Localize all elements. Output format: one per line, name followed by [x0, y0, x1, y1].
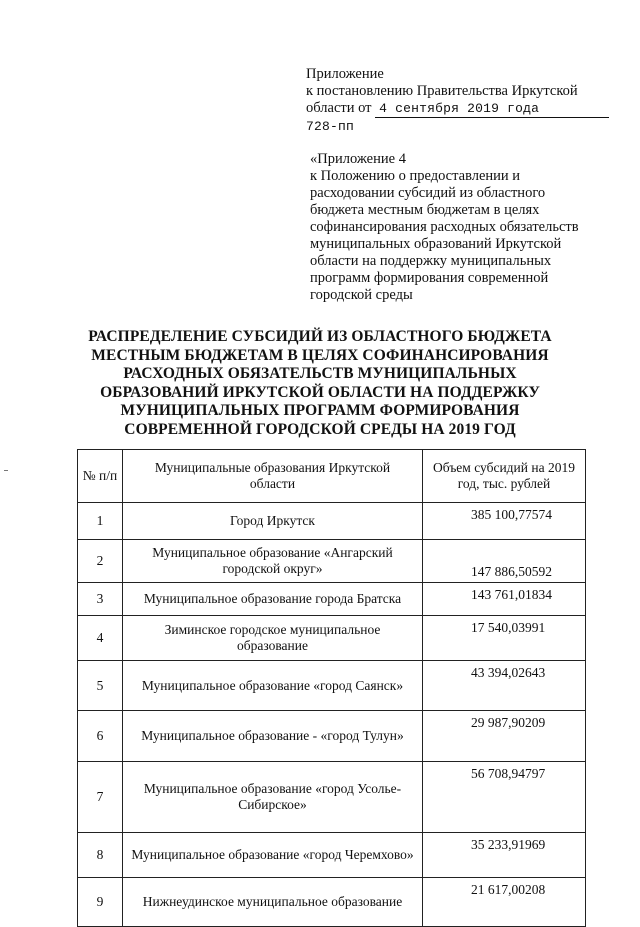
- decree-number: 728-пп: [306, 119, 355, 134]
- appendix-line-6: муниципальных образований Иркутской: [310, 236, 562, 252]
- row-amount: 35 233,91969: [423, 833, 586, 878]
- title-line-5: МУНИЦИПАЛЬНЫХ ПРОГРАММ ФОРМИРОВАНИЯ: [120, 402, 520, 419]
- table-row: [78, 878, 586, 927]
- row-amount: 17 540,03991: [423, 616, 586, 661]
- row-municipality: Муниципальное образование «город Черемхово»: [123, 833, 423, 878]
- row-num: 1: [78, 503, 123, 540]
- row-municipality: Муниципальное образование «Ангарский городской округ»: [123, 540, 423, 583]
- table-row: [78, 711, 586, 762]
- appendix-line-7: области на поддержку муниципальных: [310, 253, 552, 269]
- appendix-line-8: программ формирования современной: [310, 270, 549, 286]
- row-num: 3: [78, 583, 123, 616]
- title-line-2: МЕСТНЫМ БЮДЖЕТАМ В ЦЕЛЯХ СОФИНАНСИРОВАНИЯ: [91, 346, 549, 364]
- row-num: 4: [78, 616, 123, 661]
- row-num: 8: [78, 833, 123, 878]
- title-line-3: РАСХОДНЫХ ОБЯЗАТЕЛЬСТВ МУНИЦИПАЛЬНЫХ: [123, 365, 517, 382]
- title-line-6: СОВРЕМЕННОЙ ГОРОДСКОЙ СРЕДЫ НА 2019 ГОД: [124, 420, 516, 438]
- row-num: 5: [78, 661, 123, 711]
- decree-line-1: Приложение: [306, 66, 384, 82]
- row-municipality: Нижнеудинское муниципальное образование: [123, 878, 423, 927]
- appendix-line-4: бюджета местным бюджетам в целях: [310, 202, 540, 218]
- scan-margin-mark: [4, 470, 8, 471]
- row-num: 9: [78, 878, 123, 927]
- row-amount: 147 886,50592: [423, 540, 586, 583]
- title-line-1: РАСПРЕДЕЛЕНИЕ СУБСИДИЙ ИЗ ОБЛАСТНОГО БЮДЖЕТА: [88, 328, 552, 345]
- table-row: [78, 540, 586, 583]
- decree-date-prefix: области от: [306, 100, 372, 116]
- row-amount: 21 617,00208: [423, 878, 586, 927]
- table-row: [78, 762, 586, 833]
- document-title: [80, 328, 560, 439]
- table-row: [78, 616, 586, 661]
- table-row: [78, 583, 586, 616]
- decree-line-2: к постановлению Правительства Иркутской: [306, 83, 578, 99]
- table-row: [78, 833, 586, 878]
- row-amount: 143 761,01834: [423, 583, 586, 616]
- row-num: 6: [78, 711, 123, 762]
- subsidy-table: [77, 449, 586, 927]
- table-header-row: [78, 450, 586, 503]
- row-municipality: Муниципальное образование «город Усолье-Сибирское»: [123, 762, 423, 833]
- decree-reference: [306, 66, 606, 135]
- header-municipality: Муниципальные образования Иркутской области: [123, 450, 423, 503]
- appendix-line-9: городской среды: [310, 287, 413, 303]
- row-municipality: Муниципальное образование города Братска: [123, 583, 423, 616]
- row-municipality: Зиминское городское муниципальное образование: [123, 616, 423, 661]
- table-row: [78, 661, 586, 711]
- row-municipality: Муниципальное образование «город Саянск»: [123, 661, 423, 711]
- row-amount: 385 100,77574: [423, 503, 586, 540]
- decree-date: 4 сентября 2019 года: [375, 100, 609, 118]
- row-num: 2: [78, 540, 123, 583]
- header-num: № п/п: [78, 450, 123, 503]
- appendix-line-5: софинансирования расходных обязательств: [310, 219, 579, 235]
- header-amount: Объем субсидий на 2019 год, тыс. рублей: [423, 450, 586, 503]
- row-municipality: Город Иркутск: [123, 503, 423, 540]
- row-amount: 56 708,94797: [423, 762, 586, 833]
- title-line-4: ОБРАЗОВАНИЙ ИРКУТСКОЙ ОБЛАСТИ НА ПОДДЕРЖКУ: [100, 383, 540, 401]
- appendix-line-2: к Положению о предоставлении и: [310, 168, 521, 184]
- row-num: 7: [78, 762, 123, 833]
- row-amount: 29 987,90209: [423, 711, 586, 762]
- row-municipality: Муниципальное образование - «город Тулун»: [123, 711, 423, 762]
- appendix-reference: [310, 151, 610, 304]
- appendix-line-1: «Приложение 4: [310, 151, 406, 167]
- table-row: [78, 503, 586, 540]
- appendix-line-3: расходовании субсидий из областного: [310, 185, 546, 201]
- row-amount: 43 394,02643: [423, 661, 586, 711]
- decree-line-3: [306, 100, 606, 118]
